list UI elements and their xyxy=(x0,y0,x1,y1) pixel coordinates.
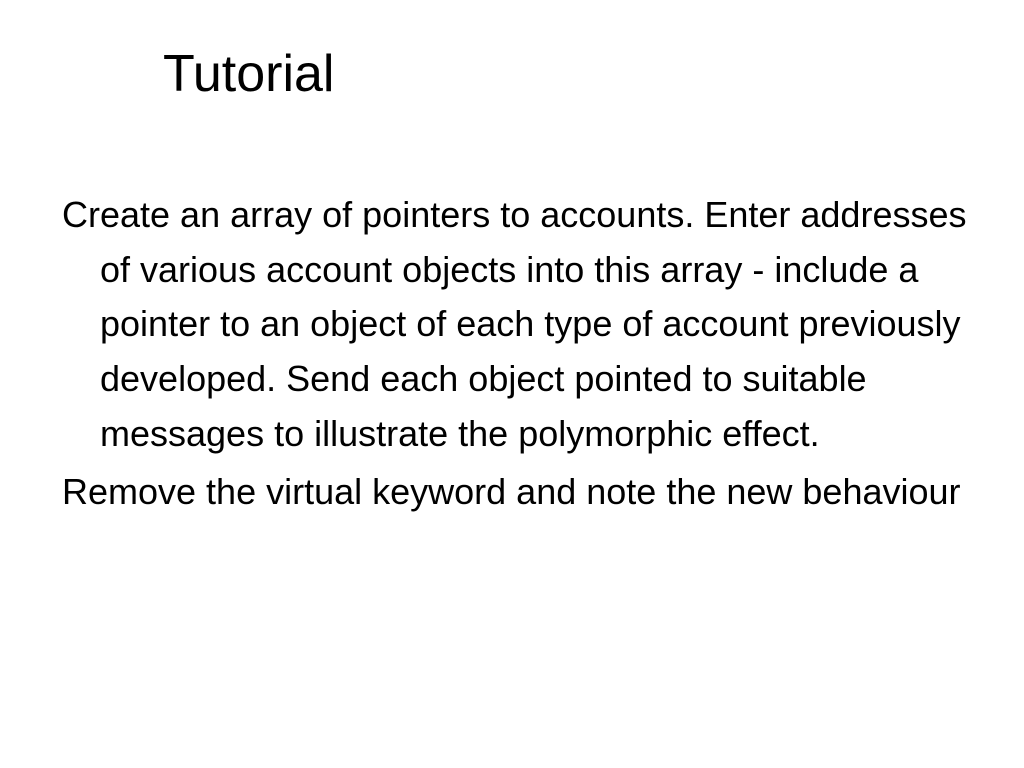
slide-body xyxy=(62,188,972,522)
bullet-item-1: Create an array of pointers to accounts. Enter addresses of various account objects into this array - include a pointer to an object of each type of account previously developed. Send each object pointed to suitable messages to illustrate the polymorphic effect. xyxy=(62,194,967,454)
slide-title: Tutorial xyxy=(163,45,335,103)
bullet-item-2: Remove the virtual keyword and note the new behaviour xyxy=(62,470,961,512)
